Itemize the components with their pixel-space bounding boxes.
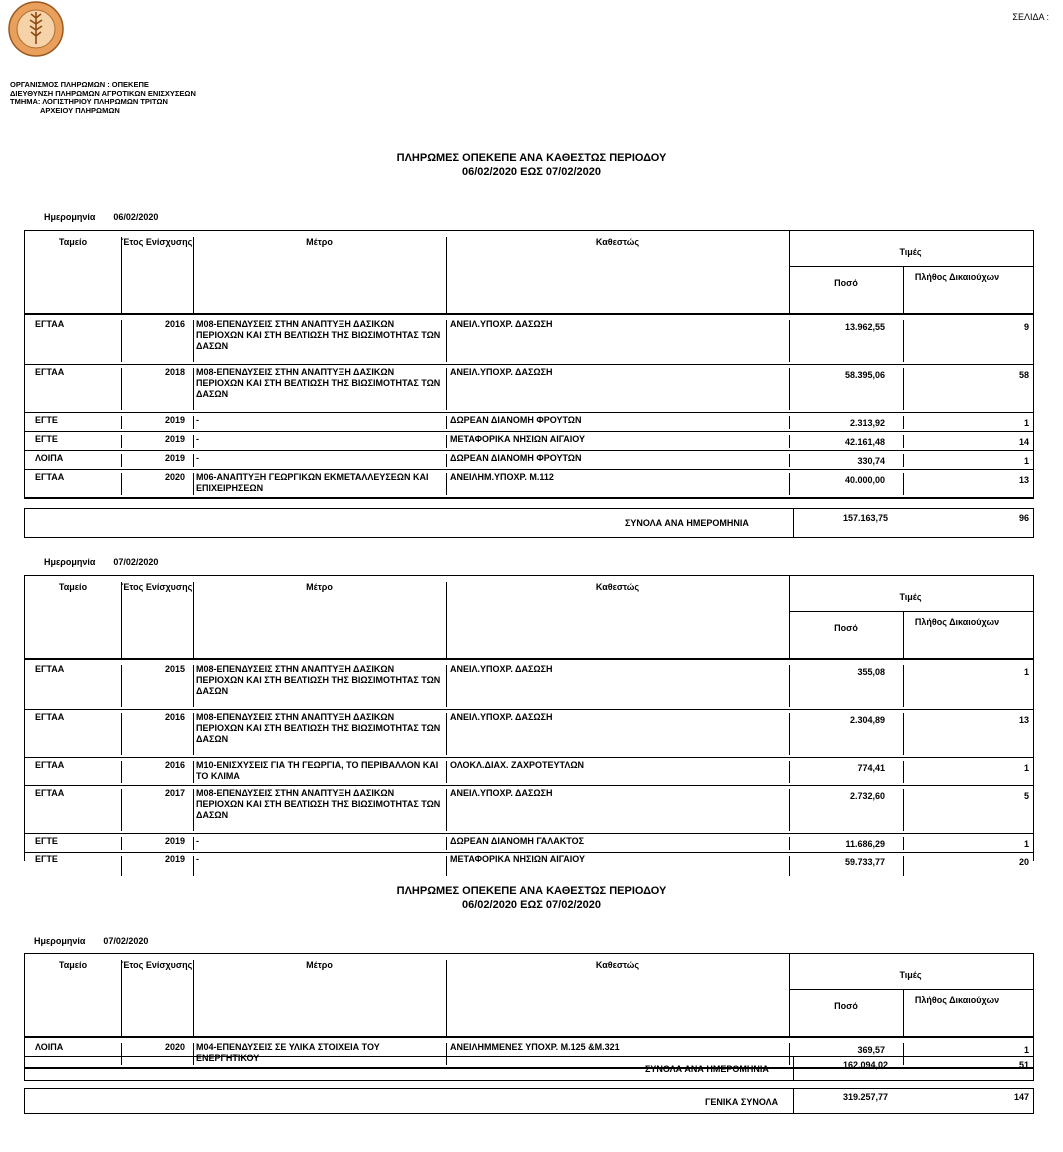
cell-amount: 42.161,48 [844,437,885,447]
report-title-page-2 [0,884,1063,912]
section-date-1 [44,212,158,222]
cell-measure: - [196,836,199,846]
table-row-truncated [25,853,1033,867]
grand-total-amount: 319.257,77 [843,1092,889,1102]
total-count: 96 [1018,513,1029,523]
cell-amount: 40.000,00 [844,475,885,485]
cell-amount: 774,41 [857,763,885,773]
table-row [25,662,1033,710]
table-row [25,470,1033,498]
col-year: Έτος Ενίσχυσης [121,960,193,970]
total-amount: 157.163,75 [843,513,889,523]
cell-fund: ΕΓΤΑΑ [35,367,65,377]
cell-count: 1 [1023,763,1029,773]
col-fund: Ταμείο [58,582,88,592]
cell-year: 2020 [164,1042,185,1052]
col-year: Έτος Ενίσχυσης [121,582,193,592]
cell-measure: Μ08-ΕΠΕΝΔΥΣΕΙΣ ΣΤΗΝ ΑΝΑΠΤΥΞΗ ΔΑΣΙΚΩΝ ΠΕΡΙΟΧΩΝ ΚΑΙ ΣΤΗ ΒΕΛΤΙΩΣΗ ΤΗΣ ΒΙΩΣΙΜΟΤΗΤΑΣ ΤΩΝ ΔΑΣΩΝ [196,788,441,820]
cell-count: 1 [1023,1045,1029,1055]
cell-year: 2019 [164,854,185,864]
report-title-text: ΠΛΗΡΩΜΕΣ ΟΠΕΚΕΠΕ ΑΝΑ ΚΑΘΕΣΤΩΣ ΠΕΡΙΟΔΟΥ [396,885,667,897]
cell-status: ΜΕΤΑΦΟΡΙΚΑ ΝΗΣΙΩΝ ΑΙΓΑΙΟΥ [450,854,585,864]
cell-amount: 11.686,29 [845,839,885,849]
cell-year: 2018 [164,367,185,377]
report-period: 06/02/2020 ΕΩΣ 07/02/2020 [462,166,601,178]
cell-year: 2016 [164,760,185,770]
table-row [25,317,1033,365]
cell-year: 2019 [164,434,185,444]
cell-fund: ΕΓΤΑΑ [35,788,65,798]
cell-measure: Μ04-ΕΠΕΝΔΥΣΕΙΣ ΣΕ ΥΛΙΚΑ ΣΤΟΙΧΕΙΑ ΤΟΥ ΕΝΕΡΓΗΤΙΚΟΥ [196,1042,380,1063]
cell-year: 2016 [164,712,185,722]
col-amount: Ποσό [834,278,858,288]
col-status: Καθεστώς [595,582,640,592]
grand-total-label: ΓΕΝΙΚΑ ΣΥΝΟΛΑ [705,1097,779,1107]
cell-count: 13 [1018,475,1029,485]
cell-year: 2019 [164,415,185,425]
total-label: ΣΥΝΟΛΑ ΑΝΑ ΗΜΕΡΟΜΗΝΙΑ [645,1064,769,1074]
cell-measure: - [196,854,199,864]
grand-total-count: 147 [1013,1092,1029,1102]
cell-status: ΑΝΕΙΛ.ΥΠΟΧΡ. ΔΑΣΩΣΗ [450,788,553,798]
cell-status: ΔΩΡΕΑΝ ΔΙΑΝΟΜΗ ΦΡΟΥΤΩΝ [450,453,582,463]
cell-fund: ΛΟΙΠΑ [35,453,64,463]
col-count: Πλήθος Δικαιούχων [914,617,1000,627]
cell-fund: ΕΓΤΑΑ [35,472,65,482]
cell-fund: ΕΓΤΑΑ [35,319,65,329]
cell-fund: ΕΓΤΑΑ [35,712,65,722]
col-measure: Μέτρο [306,582,333,592]
cell-fund: ΕΓΤΕ [35,836,58,846]
cell-status: ΜΕΤΑΦΟΡΙΚΑ ΝΗΣΙΩΝ ΑΙΓΑΙΟΥ [450,434,585,444]
col-values: Τιμές [899,970,922,980]
cell-status: ΑΝΕΙΛ.ΥΠΟΧΡ. ΔΑΣΩΣΗ [450,319,553,329]
date-total-box-3 [24,1056,1034,1081]
cell-count: 58 [1018,370,1029,380]
table-row [25,451,1033,470]
section-date-3 [34,936,148,946]
col-fund: Ταμείο [58,960,88,970]
cell-fund: ΕΓΤΕ [35,854,58,864]
cell-status: ΑΝΕΙΛΗΜΜΕΝΕΣ ΥΠΟΧΡ. Μ.125 &Μ.321 [450,1042,620,1052]
cell-year: 2017 [164,788,185,798]
table-header [25,231,1033,315]
cell-measure: Μ08-ΕΠΕΝΔΥΣΕΙΣ ΣΤΗΝ ΑΝΑΠΤΥΞΗ ΔΑΣΙΚΩΝ ΠΕΡΙΟΧΩΝ ΚΑΙ ΣΤΗ ΒΕΛΤΙΩΣΗ ΤΗΣ ΒΙΩΣΙΜΟΤΗΤΑΣ ΤΩΝ ΔΑΣΩΝ [196,712,441,744]
payments-table-2 [24,575,1034,867]
table-row [25,365,1033,413]
cell-amount: 369,57 [857,1045,885,1055]
col-status: Καθεστώς [595,237,640,247]
total-count: 51 [1018,1060,1029,1070]
opekepe-logo [7,0,65,58]
cell-count: 20 [1018,857,1029,867]
col-count: Πλήθος Δικαιούχων [914,995,1000,1005]
organization-header [10,81,196,115]
cell-measure: Μ08-ΕΠΕΝΔΥΣΕΙΣ ΣΤΗΝ ΑΝΑΠΤΥΞΗ ΔΑΣΙΚΩΝ ΠΕΡΙΟΧΩΝ ΚΑΙ ΣΤΗ ΒΕΛΤΙΩΣΗ ΤΗΣ ΒΙΩΣΙΜΟΤΗΤΑΣ ΤΩΝ ΔΑΣΩΝ [196,367,441,399]
report-title-text: ΠΛΗΡΩΜΕΣ ΟΠΕΚΕΠΕ ΑΝΑ ΚΑΘΕΣΤΩΣ ΠΕΡΙΟΔΟΥ [396,152,667,164]
col-year: Έτος Ενίσχυσης [121,237,193,247]
cell-status: ΑΝΕΙΛ.ΥΠΟΧΡ. ΔΑΣΩΣΗ [450,367,553,377]
col-amount: Ποσό [834,623,858,633]
cell-status: ΔΩΡΕΑΝ ΔΙΑΝΟΜΗ ΓΑΛΑΚΤΟΣ [450,836,584,846]
cell-count: 1 [1023,839,1029,849]
grand-total-box [24,1088,1034,1114]
cell-count: 1 [1023,418,1029,428]
cell-count: 1 [1023,667,1029,677]
cell-measure: - [196,415,199,425]
cell-status: ΑΝΕΙΛΗΜ.ΥΠΟΧΡ. Μ.112 [450,472,554,482]
org-line-4: ΑΡΧΕΙΟΥ ΠΛΗΡΩΜΩΝ [40,105,120,115]
cell-measure: - [196,434,199,444]
cell-measure: - [196,453,199,463]
date-label: Ημερομηνία [34,936,86,946]
org-line-1: ΟΡΓΑΝΙΣΜΟΣ ΠΛΗΡΩΜΩΝ : ΟΠΕΚΕΠΕ [10,80,149,89]
col-fund: Ταμείο [58,237,88,247]
date-value: 07/02/2020 [103,936,149,946]
cell-fund: ΕΓΤΕ [35,434,58,444]
cell-amount: 58.395,06 [844,370,885,380]
cell-fund: ΕΓΤΑΑ [35,664,65,674]
date-label: Ημερομηνία [44,212,96,222]
cell-year: 2015 [164,664,185,674]
cell-year: 2016 [164,319,185,329]
cell-count: 5 [1023,791,1029,801]
cell-amount: 2.313,92 [849,418,885,428]
org-line-3: ΤΜΗΜΑ: ΛΟΓΙΣΤΗΡΙΟΥ ΠΛΗΡΩΜΩΝ ΤΡΙΤΩΝ [10,97,168,106]
table-row [25,432,1033,451]
col-values: Τιμές [899,592,922,602]
table-header [25,576,1033,660]
date-value: 06/02/2020 [113,212,159,222]
report-title [0,151,1063,179]
table-header [25,954,1033,1038]
report-period: 06/02/2020 ΕΩΣ 07/02/2020 [462,899,601,911]
cell-amount: 13.962,55 [844,322,885,332]
table-row [25,413,1033,432]
cell-amount: 330,74 [857,456,885,466]
cell-count: 14 [1018,437,1029,447]
cell-status: ΔΩΡΕΑΝ ΔΙΑΝΟΜΗ ΦΡΟΥΤΩΝ [450,415,582,425]
cell-status: ΑΝΕΙΛ.ΥΠΟΧΡ. ΔΑΣΩΣΗ [450,664,553,674]
table-row [25,834,1033,853]
col-count: Πλήθος Δικαιούχων [914,272,1000,282]
table-row [25,786,1033,834]
cell-amount: 59.733,77 [844,857,885,867]
cell-amount: 2.304,89 [849,715,885,725]
table-row [25,710,1033,758]
org-line-2: ΔΙΕΥΘΥΝΣΗ ΠΛΗΡΩΜΩΝ ΑΓΡΟΤΙΚΩΝ ΕΝΙΣΧΥΣΕΩΝ [10,88,196,98]
total-label: ΣΥΝΟΛΑ ΑΝΑ ΗΜΕΡΟΜΗΝΙΑ [625,518,749,528]
table-row [25,758,1033,786]
cell-fund: ΕΓΤΕ [35,415,58,425]
cell-fund: ΕΓΤΑΑ [35,760,65,770]
date-total-box-1 [24,508,1034,538]
cell-count: 9 [1023,322,1029,332]
col-measure: Μέτρο [306,960,333,970]
col-amount: Ποσό [834,1001,858,1011]
cell-measure: Μ10-ΕΝΙΣΧΥΣΕΙΣ ΓΙΑ ΤΗ ΓΕΩΡΓΙΑ, ΤΟ ΠΕΡΙΒΑΛΛΟΝ ΚΑΙ ΤΟ ΚΛΙΜΑ [196,760,439,781]
total-amount: 162.094,02 [843,1060,889,1070]
cell-measure: Μ08-ΕΠΕΝΔΥΣΕΙΣ ΣΤΗΝ ΑΝΑΠΤΥΞΗ ΔΑΣΙΚΩΝ ΠΕΡΙΟΧΩΝ ΚΑΙ ΣΤΗ ΒΕΛΤΙΩΣΗ ΤΗΣ ΒΙΩΣΙΜΟΤΗΤΑΣ ΤΩΝ ΔΑΣΩΝ [196,664,441,696]
date-label: Ημερομηνία [44,557,96,567]
payments-table-1 [24,230,1034,499]
cell-measure: Μ06-ΑΝΑΠΤΥΞΗ ΓΕΩΡΓΙΚΩΝ ΕΚΜΕΤΑΛΛΕΥΣΕΩΝ ΚΑΙ ΕΠΙΧΕΙΡΗΣΕΩΝ [196,472,429,493]
section-date-2 [44,557,158,567]
cell-count: 1 [1023,456,1029,466]
col-values: Τιμές [899,247,922,257]
cell-measure: Μ08-ΕΠΕΝΔΥΣΕΙΣ ΣΤΗΝ ΑΝΑΠΤΥΞΗ ΔΑΣΙΚΩΝ ΠΕΡΙΟΧΩΝ ΚΑΙ ΣΤΗ ΒΕΛΤΙΩΣΗ ΤΗΣ ΒΙΩΣΙΜΟΤΗΤΑΣ ΤΩΝ ΔΑΣΩΝ [196,319,441,351]
cell-count: 13 [1018,715,1029,725]
col-status: Καθεστώς [595,960,640,970]
cell-amount: 355,08 [857,667,885,677]
cell-year: 2020 [164,472,185,482]
cell-amount: 2.732,60 [849,791,885,801]
cell-fund: ΛΟΙΠΑ [35,1042,64,1052]
payments-table-3 [24,953,1034,1069]
cell-year: 2019 [164,453,185,463]
cell-status: ΟΛΟΚΛ.ΔΙΑΧ. ΖΑΧΡΟΤΕΥΤΛΩΝ [450,760,585,770]
page-label: ΣΕΛΙΔΑ : [1012,12,1049,22]
date-value: 07/02/2020 [113,557,159,567]
cell-year: 2019 [164,836,185,846]
col-measure: Μέτρο [306,237,333,247]
cell-status: ΑΝΕΙΛ.ΥΠΟΧΡ. ΔΑΣΩΣΗ [450,712,553,722]
